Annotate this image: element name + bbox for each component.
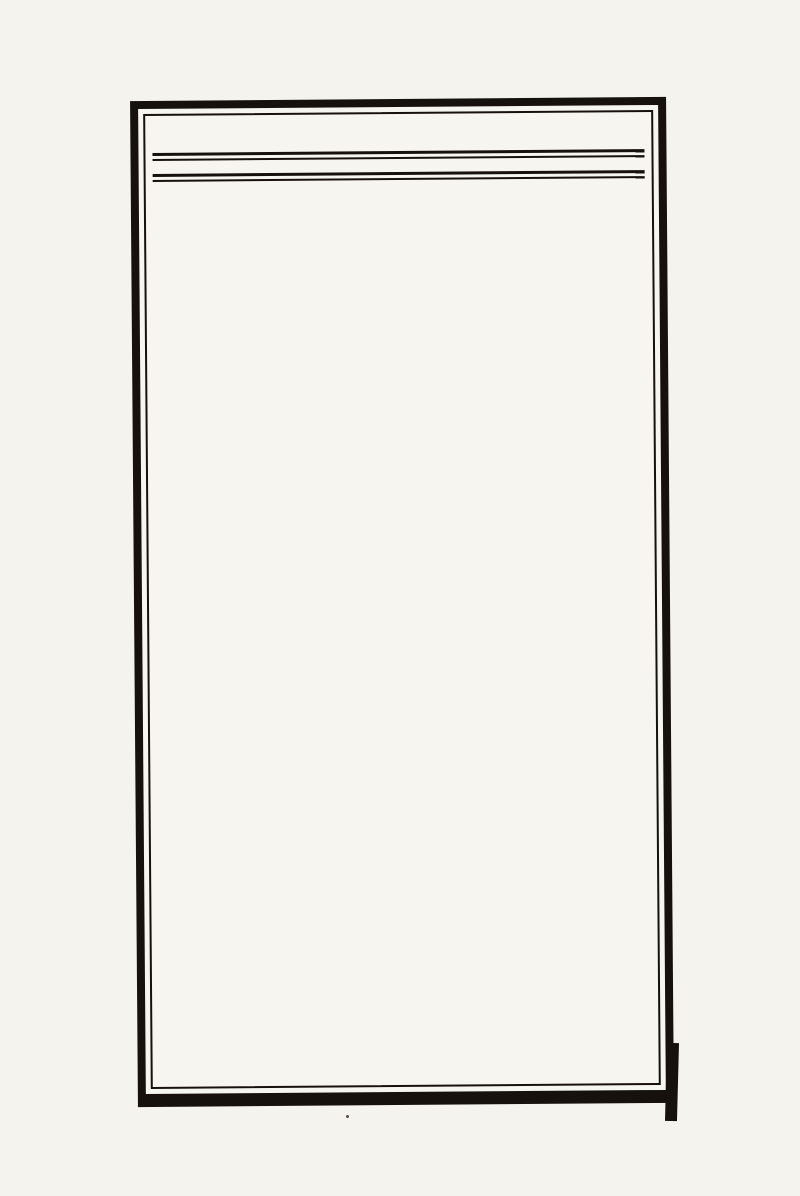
text-area xyxy=(143,110,661,1089)
section-heading xyxy=(638,124,644,143)
scan-artifact-dot xyxy=(346,1115,349,1118)
poem-column-right xyxy=(432,163,633,165)
poem-column-left xyxy=(220,165,411,166)
section-heading-line xyxy=(152,119,644,152)
page-border-frame xyxy=(130,97,674,1107)
scan-artifact-bar xyxy=(665,1043,679,1121)
